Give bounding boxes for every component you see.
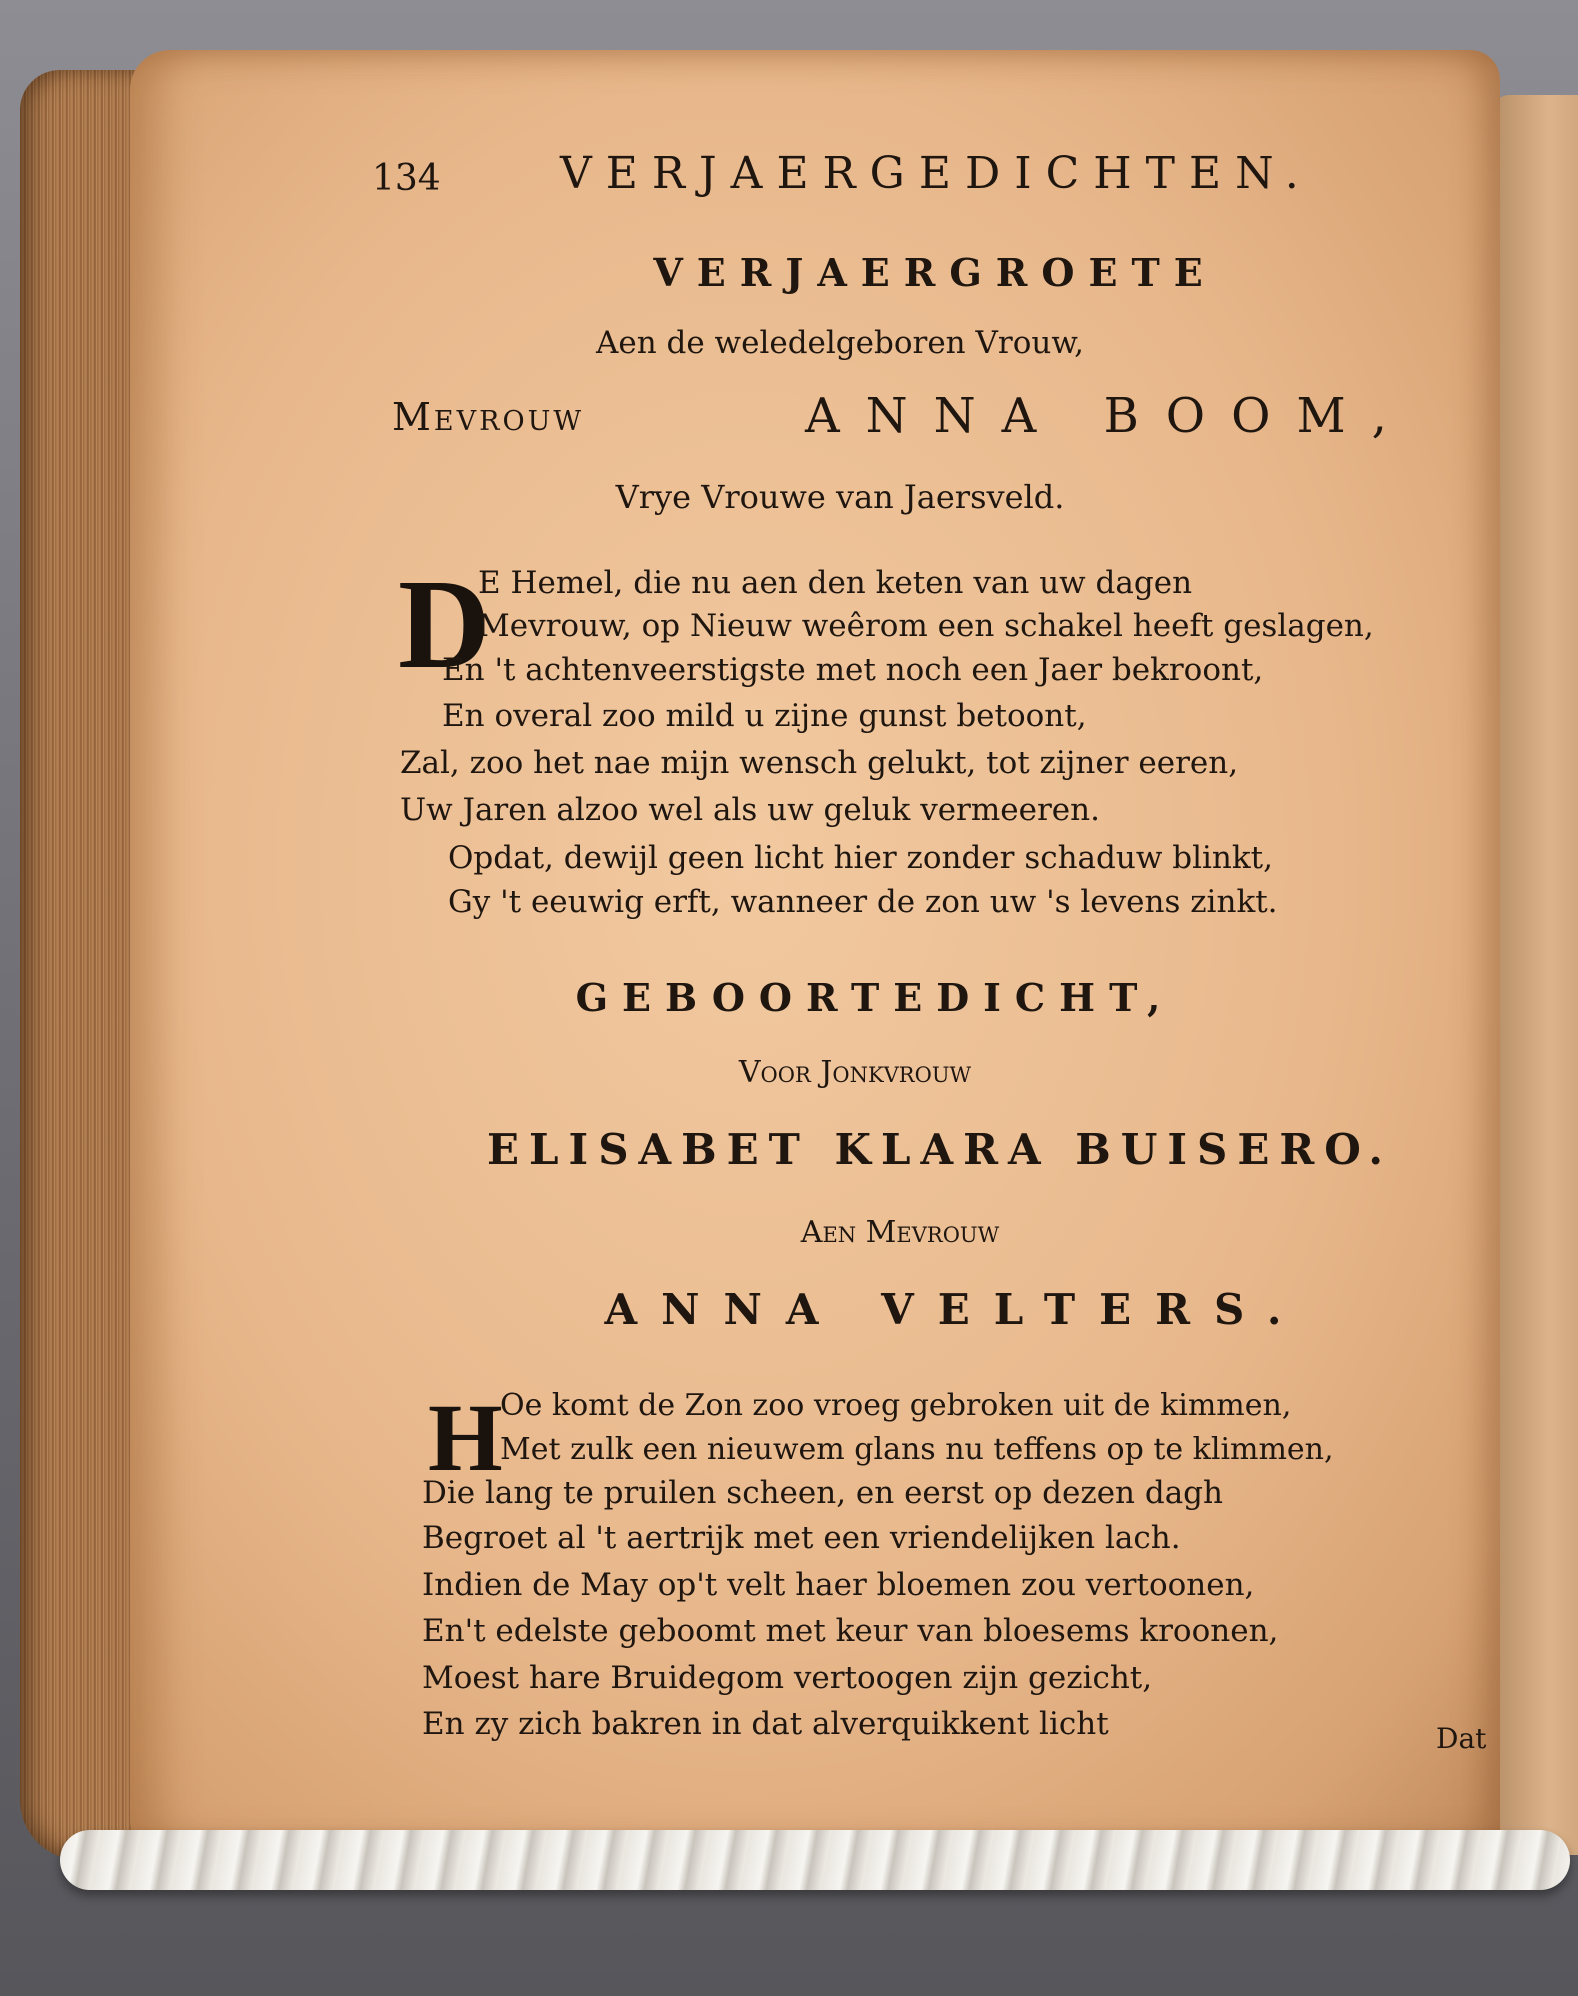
drop-cap: H (428, 1384, 503, 1491)
honoree-name: ANNA BOOM, (805, 388, 1413, 444)
verse-line: En zy zich bakren in dat alverquikkent licht (422, 1706, 1109, 1742)
verse-line: Mevrouw, op Nieuw weêrom een schakel heeft geslagen, (478, 608, 1374, 644)
poem-title: VERJAERGROETE (653, 250, 1217, 295)
for-line: Voor Jonkvrouw (738, 1055, 972, 1090)
honoree-name: ELISABET KLARA BUISERO. (487, 1125, 1393, 1174)
dedication-line: Aen de weledelgeboren Vrouw, (595, 325, 1085, 361)
verse-line: Die lang te pruilen scheen, en eerst op dezen dagh (422, 1475, 1223, 1511)
catchword: Dat (1436, 1722, 1487, 1755)
ribbon-bookmark (60, 1830, 1570, 1890)
verse-line: En overal zoo mild u zijne gunst betoont, (442, 698, 1087, 734)
verse-line: En't edelste geboomt met keur van bloesems kroonen, (422, 1613, 1279, 1649)
page-number: 134 (372, 158, 441, 199)
verse-line: Met zulk een nieuwem glans nu teffens op te klimmen, (500, 1432, 1334, 1467)
verse-line: Moest hare Bruidegom vertoogen zijn gezicht, (422, 1660, 1153, 1696)
addressee-name: ANNA VELTERS. (604, 1285, 1306, 1334)
running-title: VERJAERGEDICHTEN. (560, 148, 1313, 199)
verse-line: En 't achtenveerstigste met noch een Jaer bekroont, (442, 652, 1264, 688)
subtitle: Vrye Vrouwe van Jaersveld. (615, 478, 1065, 516)
verse-line: Uw Jaren alzoo wel als uw geluk vermeeren. (400, 792, 1100, 828)
facing-page-edge (1490, 95, 1578, 1855)
to-line: Aen Mevrouw (800, 1215, 1000, 1250)
verse-line: Indien de May op't velt haer bloemen zou vertoonen, (422, 1567, 1255, 1603)
verse-line: E Hemel, die nu aen den keten van uw dagen (478, 565, 1193, 601)
drop-cap: D (398, 553, 491, 695)
verse-line: Oe komt de Zon zoo vroeg gebroken uit de kimmen, (500, 1388, 1292, 1423)
name-prefix: Mevrouw (392, 395, 585, 439)
verse-line: Gy 't eeuwig erft, wanneer de zon uw 's levens zinkt. (448, 884, 1278, 920)
poem-title: GEBOORTEDICHT, (575, 975, 1175, 1020)
verse-line: Zal, zoo het nae mijn wensch gelukt, tot zijner eeren, (400, 745, 1239, 781)
verse-line: Begroet al 't aertrijk met een vriendelijken lach. (422, 1520, 1181, 1556)
verse-line: Opdat, dewijl geen licht hier zonder schaduw blinkt, (448, 840, 1273, 876)
